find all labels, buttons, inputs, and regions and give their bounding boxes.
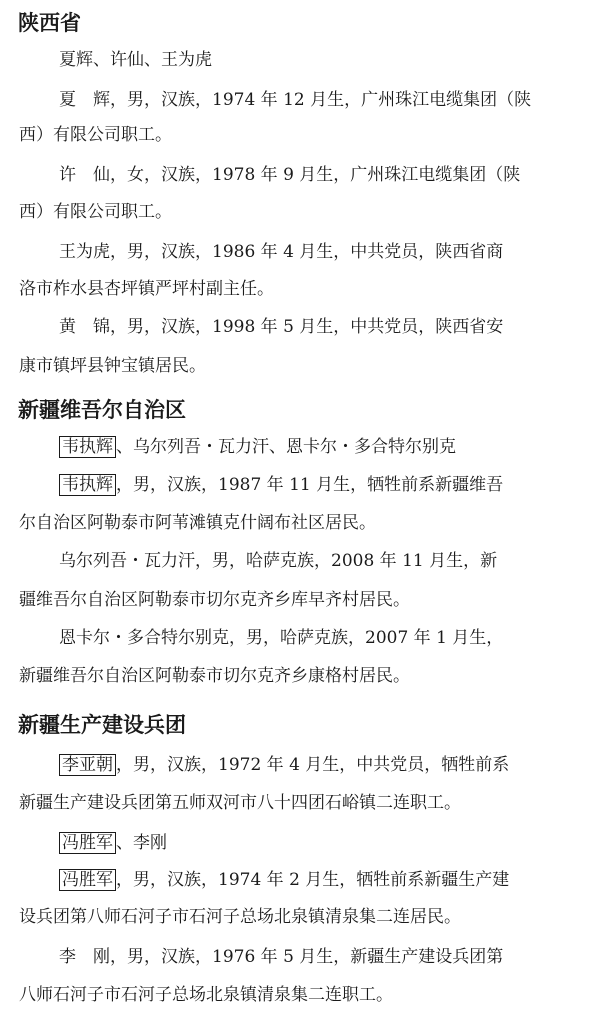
person-xuxian-line2: 西）有限公司职工。 [19, 202, 172, 222]
person-xuxian-line1: 许 仙，女，汉族，1978 年 9 月生，广州珠江电缆集团（陕 [59, 165, 521, 185]
person-enkaer-line1: 恩卡尔・多合特尔别克，男，哈萨克族，2007 年 1 月生， [59, 628, 504, 648]
person-weizhihui-line1 [59, 472, 503, 498]
person-huangjin-line1: 黄 锦，男，汉族，1998 年 5 月生，中共党员，陕西省安 [59, 317, 504, 337]
section-title-shaanxi: 陕西省 [18, 11, 81, 35]
boxed-name: 李亚朝 [59, 754, 116, 776]
person-huangjin-line2: 康市镇坪县钟宝镇居民。 [19, 356, 206, 376]
person-liyachao-rest: ，男，汉族，1972 年 4 月生，中共党员，牺牲前系 [116, 755, 510, 775]
person-ligang-line2: 八师石河子市石河子总场北泉镇清泉集二连职工。 [19, 985, 393, 1005]
section-title-xinjiang: 新疆维吾尔自治区 [18, 398, 186, 422]
person-fengshengjun-line2: 设兵团第八师石河子市石河子总场北泉镇清泉集二连居民。 [19, 907, 461, 927]
person-weizhihui-rest: ，男，汉族，1987 年 11 月生，牺牲前系新疆维吾 [116, 475, 504, 495]
person-xiahui-line2: 西）有限公司职工。 [19, 125, 172, 145]
group-names-rest: 、乌尔列吾・瓦力汗、恩卡尔・多合特尔别克 [116, 437, 456, 457]
boxed-name: 韦执辉 [59, 474, 116, 496]
group-names-rest: 、李刚 [116, 833, 167, 853]
person-enkaer-line2: 新疆维吾尔自治区阿勒泰市切尔克齐乡康格村居民。 [19, 666, 410, 686]
boxed-name: 冯胜军 [59, 832, 116, 854]
person-weizhihui-line2: 尔自治区阿勒泰市阿苇滩镇克什阔布社区居民。 [19, 513, 376, 533]
boxed-name: 韦执辉 [59, 436, 116, 458]
person-wuerliewu-line1: 乌尔列吾・瓦力汗，男，哈萨克族，2008 年 11 月生，新 [59, 551, 498, 571]
group-names-xinjiang [59, 434, 456, 460]
person-xiahui-line1: 夏 辉，男，汉族，1974 年 12 月生，广州珠江电缆集团（陕 [59, 90, 532, 110]
boxed-name: 冯胜军 [59, 869, 116, 891]
person-liyachao-line1 [59, 752, 509, 778]
person-wangweihu-line2: 洛市柞水县杏坪镇严坪村副主任。 [19, 279, 274, 299]
person-wangweihu-line1: 王为虎，男，汉族，1986 年 4 月生，中共党员，陕西省商 [59, 242, 504, 262]
person-fengshengjun-rest: ，男，汉族，1974 年 2 月生，牺牲前系新疆生产建 [116, 870, 510, 890]
group-names-bingtuan [59, 830, 167, 856]
person-ligang-line1: 李 刚，男，汉族，1976 年 5 月生，新疆生产建设兵团第 [59, 947, 504, 967]
section-title-bingtuan: 新疆生产建设兵团 [18, 713, 186, 737]
group-names-shaanxi: 夏辉、许仙、王为虎 [59, 50, 212, 70]
person-fengshengjun-line1 [59, 867, 509, 893]
person-wuerliewu-line2: 疆维吾尔自治区阿勒泰市切尔克齐乡库早齐村居民。 [19, 590, 410, 610]
person-liyachao-line2: 新疆生产建设兵团第五师双河市八十四团石峪镇二连职工。 [19, 793, 461, 813]
